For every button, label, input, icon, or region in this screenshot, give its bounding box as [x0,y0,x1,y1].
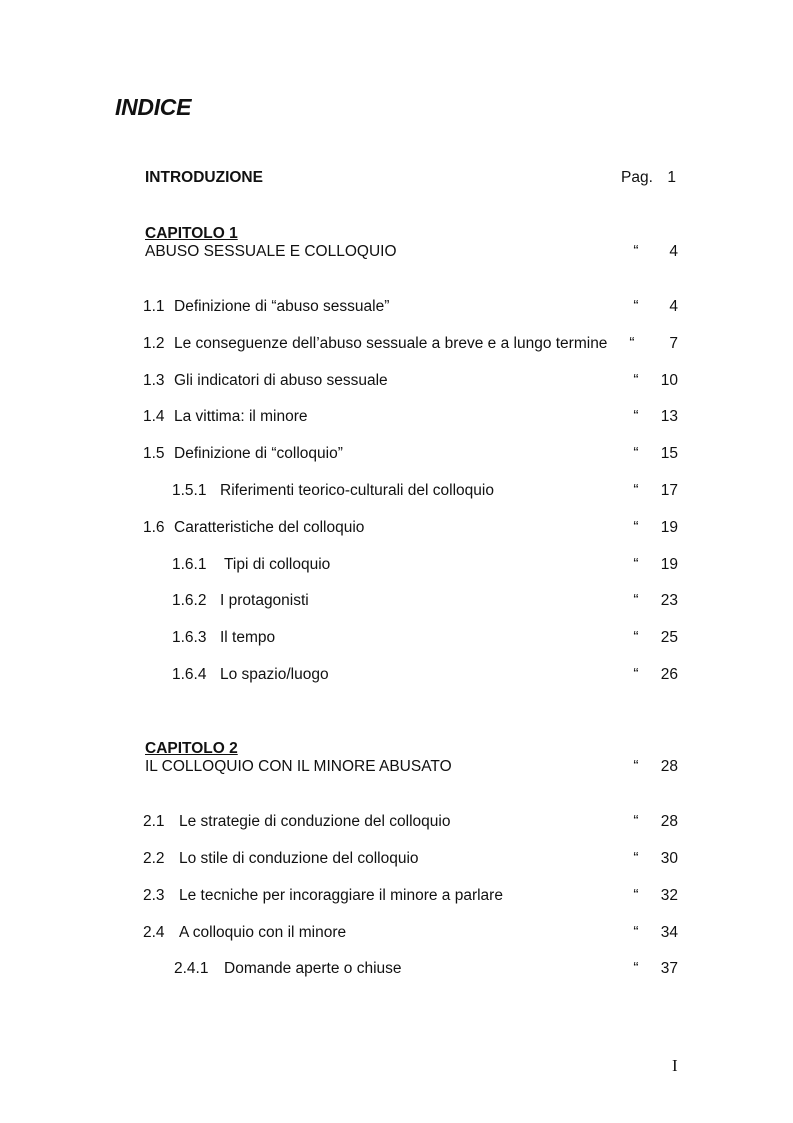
toc-entry [0,849,793,869]
chapter-1-page: 4 [669,243,678,260]
entry-number: 2.2 [143,850,165,867]
entry-label: A colloquio con il minore [179,924,347,941]
entry-number: 1.6.2 [172,592,207,609]
chapter-2-heading: CAPITOLO 2 [145,740,238,757]
toc-subentry [0,628,793,648]
entry-label: Il tempo [220,629,276,646]
entry-number: 1.5 [143,445,165,462]
ditto-mark: “ [633,666,639,683]
entry-page: 7 [669,335,678,352]
toc-subentry [0,665,793,685]
chapter-2-page: 28 [660,758,678,775]
entry-page: 19 [660,556,678,573]
chapter-2-title: IL COLLOQUIO CON IL MINORE ABUSATO [145,758,452,775]
ditto-mark: “ [633,924,639,941]
entry-page: 34 [660,924,678,941]
toc-entry [0,518,793,538]
ditto-mark: “ [629,335,635,352]
toc-subentry [0,555,793,575]
entry-label: I protagonisti [220,592,309,609]
ditto-mark: “ [633,408,639,425]
toc-entry [0,444,793,464]
entry-label: Gli indicatori di abuso sessuale [174,372,388,389]
ditto-mark: “ [633,556,639,573]
toc-entry [0,923,793,943]
entry-number: 2.4 [143,924,165,941]
entry-page: 4 [669,298,678,315]
toc-entry [0,886,793,906]
ditto-mark: “ [633,445,639,462]
ditto-mark: “ [633,887,639,904]
toc-entry [0,371,793,391]
toc-entry [0,407,793,427]
toc-subentry [0,959,793,979]
ditto-mark: “ [633,592,639,609]
entry-page: 26 [660,666,678,683]
page-title: INDICE [115,94,192,120]
entry-page: 10 [660,372,678,389]
entry-label: Definizione di “abuso sessuale” [174,298,390,315]
page-label: Pag. [621,169,653,186]
toc-entry [0,334,793,354]
entry-number: 2.3 [143,887,165,904]
entry-label: Le tecniche per incoraggiare il minore a parlare [179,887,503,904]
page-number: I [672,1056,678,1075]
toc-subentry [0,481,793,501]
ditto-mark: “ [633,372,639,389]
entry-label: Definizione di “colloquio” [174,445,343,462]
entry-label: Lo stile di conduzione del colloquio [179,850,419,867]
entry-number: 2.1 [143,813,165,830]
entry-page: 32 [660,887,678,904]
entry-number: 1.6.3 [172,629,207,646]
entry-number: 1.6.4 [172,666,207,683]
entry-page: 13 [660,408,678,425]
entry-number: 1.6 [143,519,165,536]
entry-label: Le conseguenze dell’abuso sessuale a breve e a lungo termine [174,335,608,352]
entry-label: Caratteristiche del colloquio [174,519,365,536]
entry-page: 17 [660,482,678,499]
toc-intro [0,168,793,188]
entry-number: 1.1 [143,298,165,315]
intro-page: 1 [667,169,676,186]
entry-number: 1.4 [143,408,165,425]
entry-page: 30 [660,850,678,867]
entry-page: 25 [660,629,678,646]
entry-label: Domande aperte o chiuse [224,960,402,977]
ditto-mark: “ [633,960,639,977]
entry-label: La vittima: il minore [174,408,308,425]
ditto-mark: “ [633,298,639,315]
ditto-mark: “ [633,813,639,830]
entry-number: 1.5.1 [172,482,207,499]
entry-page: 15 [660,445,678,462]
chapter-2-heading-row [0,739,793,759]
entry-number: 1.2 [143,335,165,352]
chapter-1-title-row [0,242,793,262]
entry-page: 19 [660,519,678,536]
entry-label: Tipi di colloquio [224,556,331,573]
chapter-1-title: ABUSO SESSUALE E COLLOQUIO [145,243,397,260]
entry-page: 28 [660,813,678,830]
entry-number: 1.3 [143,372,165,389]
ditto-mark: “ [633,758,639,775]
chapter-1-heading-row [0,224,793,244]
ditto-mark: “ [633,482,639,499]
ditto-mark: “ [633,243,639,260]
entry-page: 37 [660,960,678,977]
ditto-mark: “ [633,629,639,646]
entry-number: 2.4.1 [174,960,209,977]
toc-subentry [0,591,793,611]
toc-entry [0,812,793,832]
entry-label: Le strategie di conduzione del colloquio [179,813,451,830]
chapter-1-heading: CAPITOLO 1 [145,225,238,242]
entry-label: Riferimenti teorico-culturali del colloquio [220,482,494,499]
toc-entry [0,297,793,317]
entry-number: 1.6.1 [172,556,207,573]
ditto-mark: “ [633,519,639,536]
ditto-mark: “ [633,850,639,867]
entry-label: Lo spazio/luogo [220,666,329,683]
chapter-2-title-row [0,757,793,777]
intro-label: INTRODUZIONE [145,169,263,186]
entry-page: 23 [660,592,678,609]
